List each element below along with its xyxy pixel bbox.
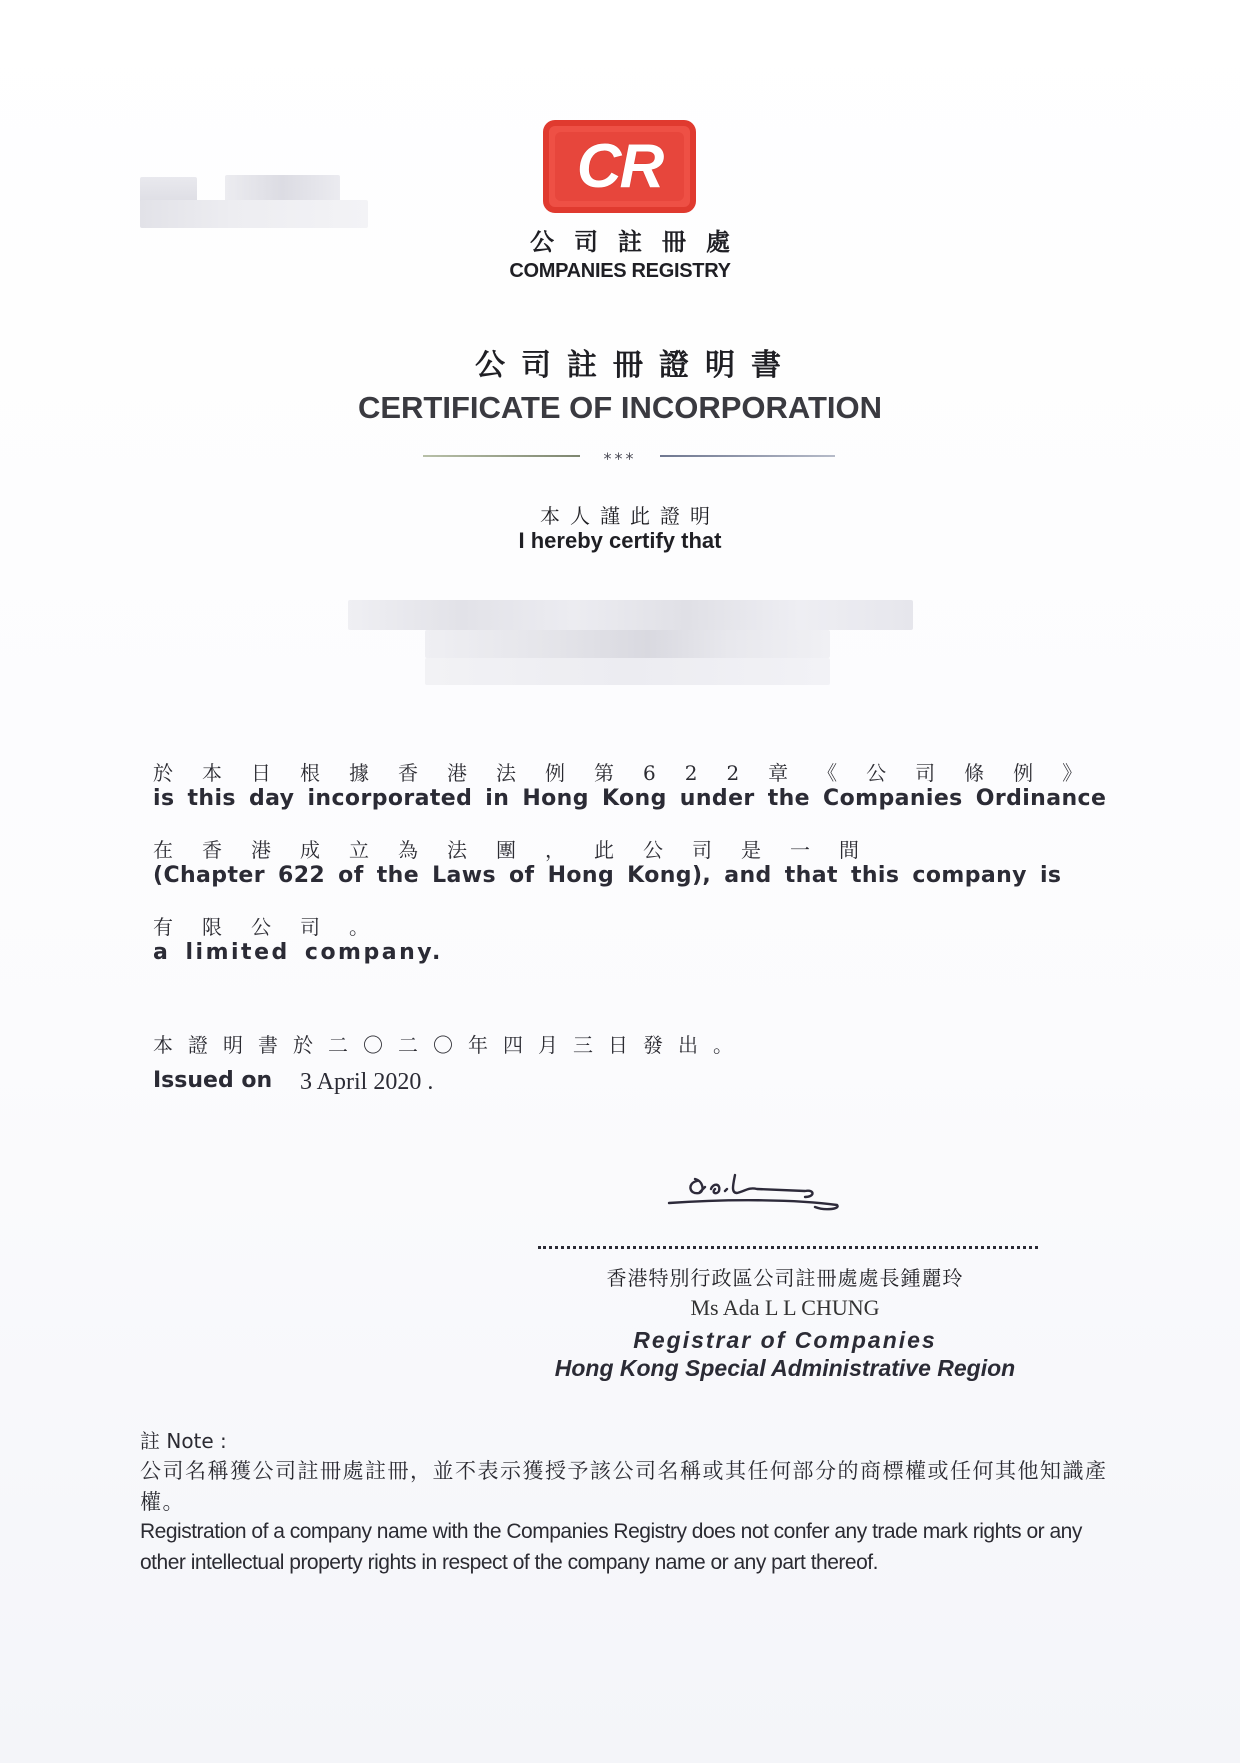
note-text-en: Registration of a company name with the Companies Registry does not confer any trade mark rights or any other intellectual property rights in respect of the company name or any part thereof. bbox=[140, 1520, 1082, 1574]
registry-name-en: COMPANIES REGISTRY bbox=[509, 260, 731, 282]
issued-date: 3 April 2020 . bbox=[300, 1069, 434, 1095]
divider-right bbox=[660, 455, 835, 457]
body-line-en: is this day incorporated in Hong Kong under the Companies Ordinance bbox=[153, 786, 1107, 811]
issued-date-zh: 本證明書於二〇二〇年四月三日發出。 bbox=[153, 1033, 748, 1057]
redacted-company-name bbox=[425, 630, 830, 658]
body-line-en: (Chapter 622 of the Laws of Hong Kong), and that this company is bbox=[153, 863, 1062, 888]
body-line-zh: 在香港成立為法團，此公司是一間 bbox=[153, 838, 888, 862]
divider-left bbox=[423, 455, 580, 457]
registry-name-zh: 公司註冊處 bbox=[530, 227, 750, 256]
redacted-company-name bbox=[348, 600, 913, 630]
note-heading: 註 Note : bbox=[140, 1429, 227, 1453]
certify-text-zh: 本人謹此證明 bbox=[540, 504, 720, 528]
body-line-en: a limited company. bbox=[153, 940, 443, 965]
signature-line bbox=[538, 1246, 1038, 1249]
body-line-zh: 於本日根據香港法例第622章《公司條例》 bbox=[153, 761, 1112, 785]
registrar-title: Registrar of Companies bbox=[633, 1327, 937, 1353]
registrar-name-zh: 香港特別行政區公司註冊處處長鍾麗玲 bbox=[606, 1266, 964, 1290]
certificate-title-zh: 公司註冊證明書 bbox=[475, 348, 797, 383]
registrar-name-en: Ms Ada L L CHUNG bbox=[690, 1295, 880, 1320]
companies-registry-logo bbox=[543, 120, 696, 213]
issued-label: Issued on bbox=[153, 1068, 273, 1093]
certificate-title-en: CERTIFICATE OF INCORPORATION bbox=[357, 390, 883, 425]
divider-stars: *** bbox=[603, 449, 637, 468]
redacted-reference-block bbox=[225, 175, 340, 202]
registrar-region: Hong Kong Special Administrative Region bbox=[554, 1355, 1016, 1381]
logo-text: CR bbox=[576, 131, 663, 201]
body-line-zh: 有限公司。 bbox=[153, 915, 398, 939]
redacted-company-name bbox=[425, 658, 830, 685]
registrar-signature bbox=[665, 1163, 865, 1223]
certify-text-en: I hereby certify that bbox=[518, 528, 722, 553]
note-text-zh: 公司名稱獲公司註冊處註冊，並不表示獲授予該公司名稱或其任何部分的商標權或任何其他知識產權。 bbox=[140, 1459, 1108, 1514]
